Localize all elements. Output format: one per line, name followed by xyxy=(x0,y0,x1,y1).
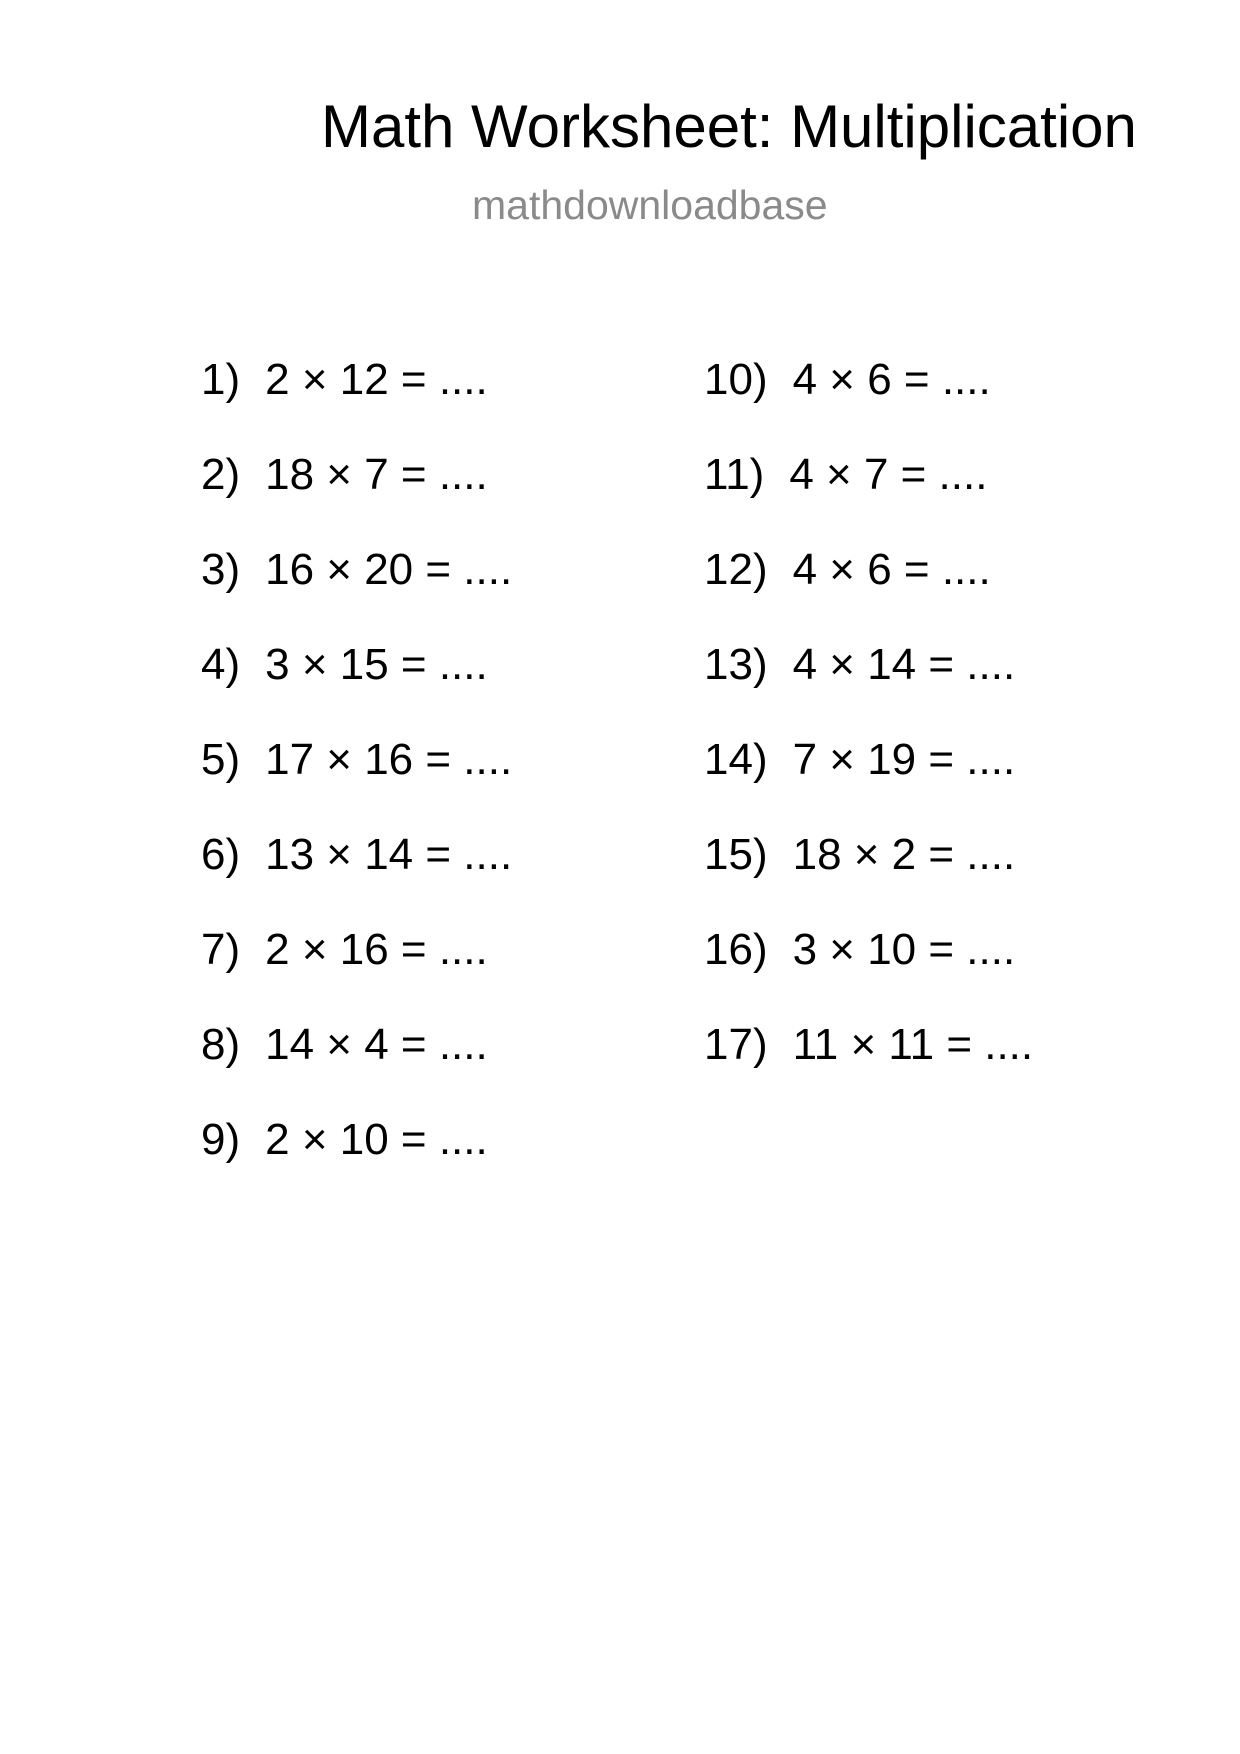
problem-number: 10) xyxy=(704,355,768,404)
problem-expression: 14 × 4 = .... xyxy=(265,1020,488,1069)
problem-expression: 2 × 10 = .... xyxy=(265,1115,488,1164)
problem-expression: 16 × 20 = .... xyxy=(265,545,513,594)
problem-item xyxy=(704,450,988,499)
problem-item xyxy=(201,1115,488,1164)
problem-expression: 3 × 10 = .... xyxy=(792,925,1016,974)
problem-number: 16) xyxy=(704,925,768,974)
problem-item xyxy=(201,545,513,594)
problem-number: 2) xyxy=(201,450,241,499)
problem-item xyxy=(201,735,513,784)
problem-number: 13) xyxy=(704,640,768,689)
problem-item xyxy=(704,1020,1034,1069)
problem-expression: 2 × 16 = .... xyxy=(265,925,488,974)
problem-number: 17) xyxy=(704,1020,768,1069)
problem-number: 9) xyxy=(201,1115,241,1164)
page-title: Math Worksheet: Multiplication xyxy=(321,93,1137,160)
problem-number: 1) xyxy=(201,355,241,404)
problem-item xyxy=(201,1020,488,1069)
problem-item xyxy=(704,545,991,594)
problem-number: 6) xyxy=(201,830,241,879)
problem-number: 15) xyxy=(704,830,768,879)
problem-item xyxy=(704,735,1016,784)
problem-expression: 4 × 14 = .... xyxy=(792,640,1016,689)
problem-expression: 11 × 11 = .... xyxy=(792,1020,1034,1069)
problem-number: 4) xyxy=(201,640,241,689)
problem-item xyxy=(704,830,1016,879)
problem-expression: 2 × 12 = .... xyxy=(265,355,488,404)
problem-number: 8) xyxy=(201,1020,241,1069)
problem-number: 14) xyxy=(704,735,768,784)
problem-expression: 7 × 19 = .... xyxy=(792,735,1016,784)
problem-expression: 3 × 15 = .... xyxy=(265,640,488,689)
problem-item xyxy=(201,925,488,974)
problem-item xyxy=(201,450,488,499)
page-subtitle: mathdownloadbase xyxy=(472,182,828,228)
problem-number: 12) xyxy=(704,545,768,594)
problem-expression: 4 × 6 = .... xyxy=(792,355,991,404)
problem-item xyxy=(704,640,1016,689)
problem-item xyxy=(704,925,1016,974)
problem-number: 7) xyxy=(201,925,241,974)
problem-item xyxy=(704,355,991,404)
problem-item xyxy=(201,355,488,404)
problem-expression: 4 × 7 = .... xyxy=(789,450,988,499)
problem-expression: 13 × 14 = .... xyxy=(265,830,513,879)
problem-item xyxy=(201,830,513,879)
problem-expression: 4 × 6 = .... xyxy=(792,545,991,594)
problem-number: 11) xyxy=(704,450,765,499)
problem-expression: 17 × 16 = .... xyxy=(265,735,513,784)
problem-item xyxy=(201,640,488,689)
problem-number: 3) xyxy=(201,545,241,594)
problem-number: 5) xyxy=(201,735,241,784)
problem-expression: 18 × 7 = .... xyxy=(265,450,488,499)
problem-expression: 18 × 2 = .... xyxy=(792,830,1016,879)
